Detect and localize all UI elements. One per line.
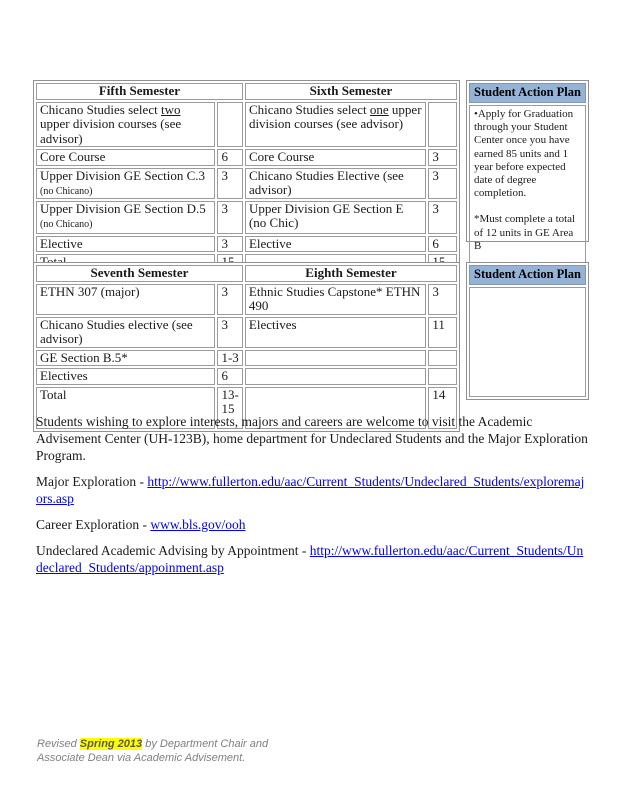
fifth-semester-header: Fifth Semester [36,83,243,100]
course-cell: Chicano Studies elective (see advisor) [36,317,215,348]
units-cell [217,102,242,148]
course-cell: Upper Division GE Section C.3 (no Chicano) [36,168,215,199]
revision-note-post: by Department Chair and Associate Dean via Academic Advisement. [37,738,269,764]
semester-grid-5-6 [33,80,460,274]
advisement-intro: Students wishing to explore interests, majors and careers are welcome to visit the Academic Advisement Center (UH-123B), home department for Undeclared Students and the Major Exploration Program. [36,414,588,463]
course-cell: Electives [245,317,426,348]
revision-note-pre: Revised [37,738,80,750]
course-cell: Chicano Studies select two upper division courses (see advisor) [36,102,215,148]
semester-table-5-6 [33,80,590,252]
major-exploration-line [36,473,588,507]
table-row [36,102,457,148]
table-row [36,201,457,234]
table-header-row [36,265,457,282]
total-label-cell: Total [36,387,215,429]
units-cell: 3 [217,317,242,348]
revision-note [37,737,285,765]
units-cell: 3 [217,168,242,199]
revision-date-highlight: Spring 2013 [79,738,143,750]
student-action-plan-1 [466,80,589,252]
career-exploration-link[interactable]: www.bls.gov/ooh [150,517,246,532]
semester-table-7-8 [33,262,590,417]
units-cell: 6 [217,149,242,166]
student-action-plan-2 [466,262,589,400]
course-cell [245,350,426,367]
student-action-plan-notes [469,287,586,397]
table-row [36,149,457,166]
total-units-cell: 13-15 [217,387,242,429]
units-cell: 3 [428,201,457,234]
course-cell: ETHN 307 (major) [36,284,215,315]
units-cell [428,102,457,148]
sixth-semester-header: Sixth Semester [245,83,457,100]
course-cell: Ethnic Studies Capstone* ETHN 490 [245,284,426,315]
table-row [36,350,457,367]
advising-appointment-label: Undeclared Academic Advising by Appointment - [36,543,310,558]
action-note-ge-area-b: *Must complete a total of 12 units in GE Area B [474,213,576,252]
table-header-row [36,83,457,100]
course-cell: Upper Division GE Section E (no Chic) [245,201,426,234]
units-cell [428,350,457,367]
student-action-plan-header: Student Action Plan [469,83,586,103]
units-cell [428,368,457,385]
table-row [36,236,457,253]
advising-appointment-link[interactable]: http://www.fullerton.edu/aac/Current_Students/Undeclared_Students/appoinment.asp [36,543,584,575]
course-cell: Upper Division GE Section D.5 (no Chicano) [36,201,215,234]
course-cell: GE Section B.5* [36,350,215,367]
student-action-plan-notes [469,105,586,269]
units-cell: 11 [428,317,457,348]
course-cell [245,368,426,385]
units-cell: 6 [217,368,242,385]
units-cell: 3 [428,168,457,199]
action-note-graduation: •Apply for Graduation through your Student Center once you have earned 85 units and 1 year before expected date of degree completion. [474,108,574,200]
units-cell: 3 [217,284,242,315]
major-exploration-link[interactable]: http://www.fullerton.edu/aac/Current_Students/Undeclared_Students/exploremajors.asp [36,474,585,506]
course-cell: Chicano Studies select one upper division courses (see advisor) [245,102,426,148]
total-units-cell: 14 [428,387,457,429]
career-exploration-line [36,516,588,533]
course-cell: Core Course [36,149,215,166]
units-cell: 1-3 [217,350,242,367]
table-row [36,368,457,385]
career-exploration-label: Career Exploration - [36,517,151,532]
units-cell: 3 [217,201,242,234]
course-cell: Elective [36,236,215,253]
units-cell: 6 [428,236,457,253]
table-row [36,284,457,315]
units-cell: 3 [217,236,242,253]
student-action-plan-header: Student Action Plan [469,265,586,285]
major-exploration-label: Major Exploration - [36,474,148,489]
course-cell: Electives [36,368,215,385]
advising-appointment-line [36,542,588,576]
course-cell: Core Course [245,149,426,166]
semester-grid-7-8 [33,262,460,432]
table-row [36,168,457,199]
units-cell: 3 [428,284,457,315]
course-cell: Chicano Studies Elective (see advisor) [245,168,426,199]
seventh-semester-header: Seventh Semester [36,265,243,282]
table-row [36,317,457,348]
course-cell: Elective [245,236,426,253]
eighth-semester-header: Eighth Semester [245,265,457,282]
advisement-text-block [36,413,588,585]
units-cell: 3 [428,149,457,166]
